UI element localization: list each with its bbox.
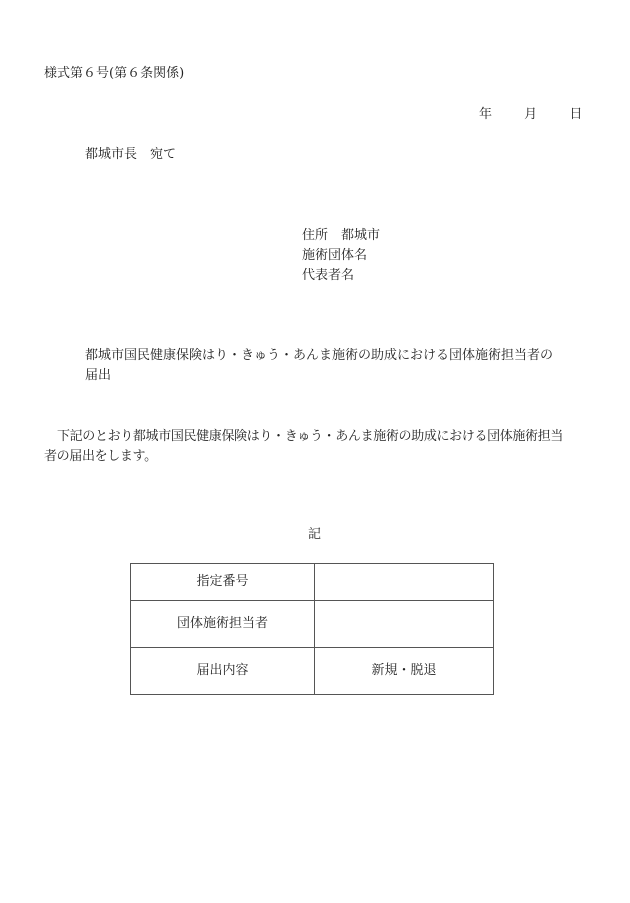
table-row [131,601,494,648]
designation-number-label: 指定番号 [131,564,315,601]
table-row [131,648,494,695]
info-table [130,563,494,695]
group-practitioner-label: 団体施術担当者 [131,601,315,648]
notification-content-label: 届出内容 [131,648,315,695]
address-value: 都城市 [341,228,381,243]
address-label: 住所 [302,228,329,243]
document-title [85,346,553,386]
body-line-2: 者の届出をします。 [44,449,157,464]
sender-block [302,226,380,286]
ki-heading: 記 [308,527,322,542]
table-row [131,564,494,601]
sender-address-row [302,226,380,246]
date-day: 日 [569,107,583,122]
group-practitioner-value [315,601,494,648]
addressee [85,147,189,163]
notification-content-value: 新規・脱退 [315,648,494,695]
body-text [44,427,589,467]
representative-label: 代表者名 [302,268,355,283]
form-number: 様式第６号(第６条関係) [44,66,185,81]
date-line [479,107,582,123]
addressee-suffix: 宛て [150,147,177,162]
addressee-name: 都城市長 [85,147,138,162]
group-name-label: 施術団体名 [302,248,368,263]
title-line-1: 都城市国民健康保険はり・きゅう・あんま施術の助成における団体施術担当者の [85,348,554,363]
date-year: 年 [479,107,493,122]
designation-number-value [315,564,494,601]
title-line-2: 届出 [85,368,112,383]
body-line-1: 下記のとおり都城市国民健康保険はり・きゅう・あんま施術の助成における団体施術担当 [57,429,564,444]
date-month: 月 [524,107,538,122]
